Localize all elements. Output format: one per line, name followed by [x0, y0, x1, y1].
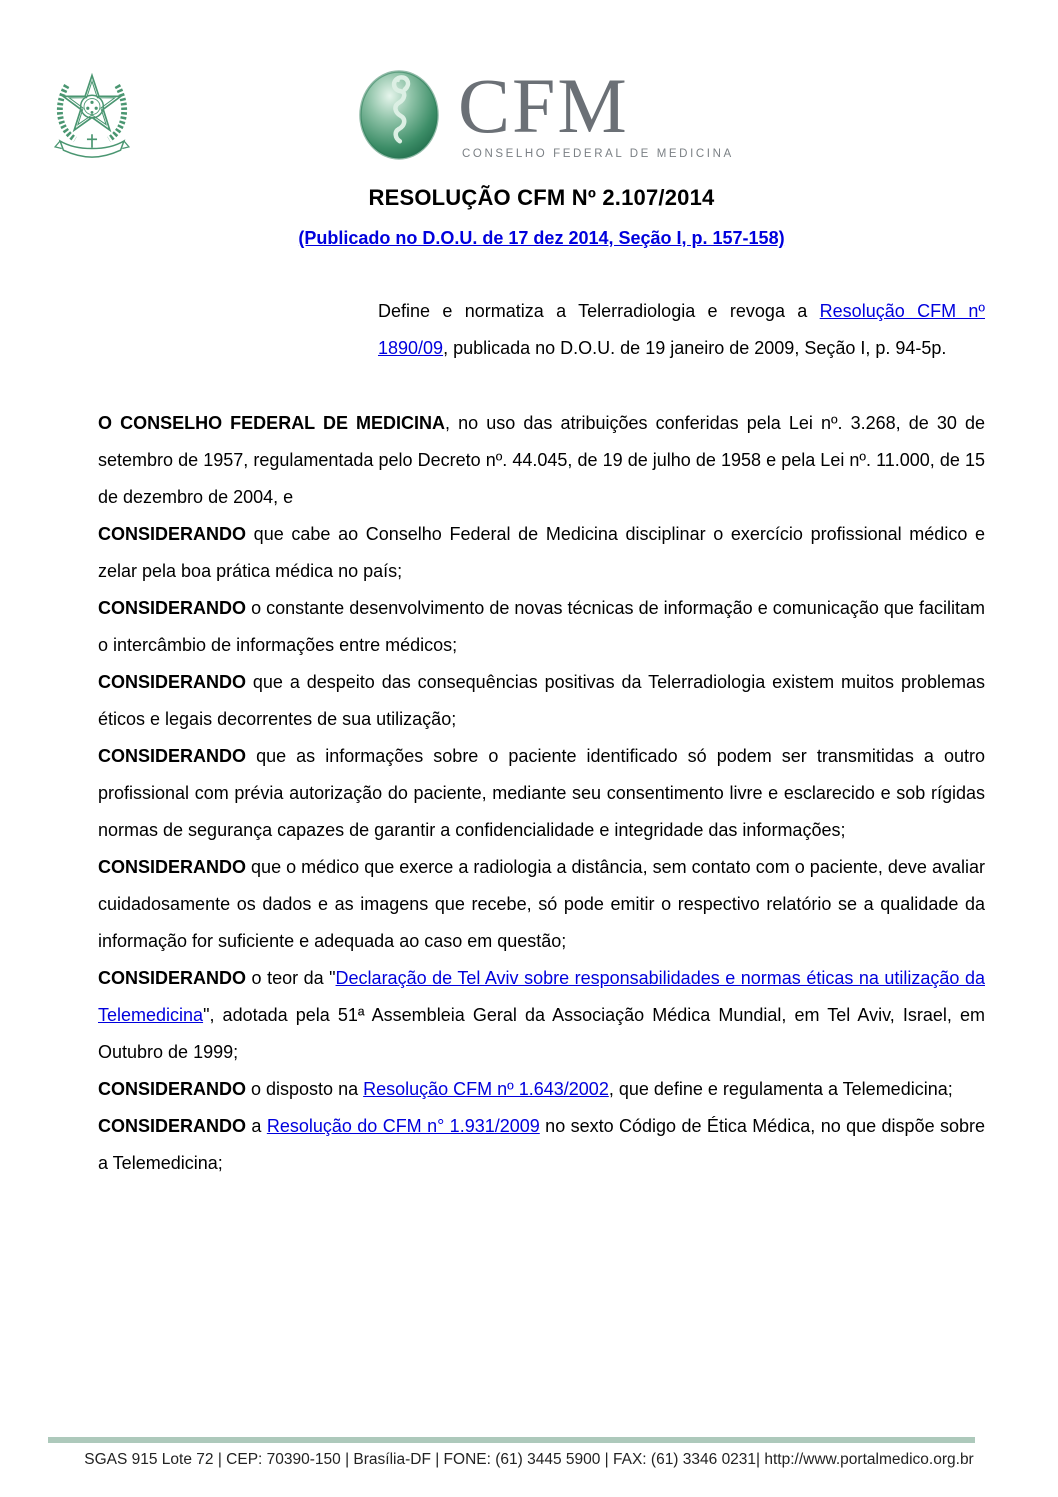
- paragraph-text: no sexto Código de Ética Médica, no que dispõe sobre a Telemedicina;: [98, 1116, 986, 1173]
- paragraph-text: o constante desenvolvimento de novas técnicas de informação e comunicação que facilitam o intercâmbio de informações entre médicos;: [98, 598, 985, 655]
- paragraph-text: o disposto na: [246, 1079, 364, 1099]
- paragraph-lead: CONSIDERANDO: [98, 746, 247, 766]
- page-title: RESOLUÇÃO CFM Nº 2.107/2014: [368, 185, 715, 210]
- paragraph-text: que cabe ao Conselho Federal de Medicina disciplinar o exercício profissional médico e zelar pela boa prática médica no país;: [98, 524, 985, 581]
- document-body: [98, 405, 985, 1182]
- paragraph-text: , que define e regulamenta a Telemedicina;: [608, 1079, 953, 1099]
- paragraph-text: que a despeito das consequências positivas da Telerradiologia existem muitos problemas éticos e legais decorrentes de sua utilização;: [98, 672, 985, 729]
- paragraph: [98, 1071, 985, 1108]
- paragraph: [98, 405, 985, 516]
- ementa-paragraph: [378, 293, 985, 367]
- paragraph-text: Define e normatiza a Telerradiologia e revoga a: [378, 301, 820, 321]
- paragraph-lead: CONSIDERANDO: [98, 672, 247, 692]
- cfm-acronym: CFM: [458, 62, 629, 149]
- paragraph-lead: CONSIDERANDO: [98, 857, 247, 877]
- paragraph: [98, 849, 985, 960]
- paragraph-text: que as informações sobre o paciente identificado só podem ser transmitidas a outro profissional com prévia autorização do paciente, mediante seu consentimento livre e esclarecido e sob rígidas normas de segurança capazes de garantir a confidencialidade e integridade das informações;: [98, 746, 985, 840]
- paragraph: [98, 1108, 985, 1182]
- paragraph: [98, 738, 985, 849]
- publication-link[interactable]: (Publicado no D.O.U. de 17 dez 2014, Seção I, p. 157-158): [298, 228, 785, 248]
- paragraph: [98, 590, 985, 664]
- inline-link[interactable]: Resolução do CFM n° 1.931/2009: [266, 1116, 540, 1136]
- paragraph-lead: CONSIDERANDO: [98, 524, 247, 544]
- inline-link[interactable]: Resolução CFM nº 1890/09: [378, 301, 985, 358]
- document-content: [98, 0, 985, 1182]
- inline-link[interactable]: Declaração de Tel Aviv sobre responsabilidades e normas éticas na utilização da Telemedicina: [98, 968, 985, 1025]
- footer-divider-bar: [48, 1437, 975, 1443]
- footer-address: SGAS 915 Lote 72 | CEP: 70390-150 | Brasília-DF | FONE: (61) 3445 5900 | FAX: (61) 3346 0231| http://www.portalmedico.org.br: [84, 1451, 974, 1468]
- paragraph-text: ", adotada pela 51ª Assembleia Geral da Associação Médica Mundial, em Tel Aviv, Israel, em Outubro de 1999;: [98, 1005, 985, 1062]
- paragraph-text: que o médico que exerce a radiologia a distância, sem contato com o paciente, deve avaliar cuidadosamente os dados e as imagens que recebe, só pode emitir o respectivo relatório se a qualidade da informação for suficiente e adequada ao caso em questão;: [98, 857, 985, 951]
- publication-line: [98, 228, 985, 249]
- paragraph-text: , no uso das atribuições conferidas pela Lei nº. 3.268, de 30 de setembro de 1957, regulamentada pelo Decreto nº. 44.045, de 19 de julho de 1958 e pela Lei nº. 11.000, de 15 de dezembro de 2004, e: [98, 413, 986, 507]
- paragraph-lead: CONSIDERANDO: [98, 1116, 247, 1136]
- paragraph-lead: CONSIDERANDO: [98, 1079, 247, 1099]
- paragraph-text: , publicada no D.O.U. de 19 janeiro de 2009, Seção I, p. 94-5p.: [443, 338, 947, 358]
- paragraph: [98, 664, 985, 738]
- cfm-subtitle: CONSELHO FEDERAL DE MEDICINA: [462, 148, 734, 160]
- paragraph-lead: CONSIDERANDO: [98, 968, 247, 988]
- paragraph-text: a: [246, 1116, 267, 1136]
- paragraph-lead: CONSIDERANDO: [98, 598, 247, 618]
- paragraph: [98, 516, 985, 590]
- paragraph-lead: O CONSELHO FEDERAL DE MEDICINA: [98, 413, 446, 433]
- inline-link[interactable]: Resolução CFM nº 1.643/2002: [363, 1079, 609, 1099]
- paragraph: [98, 960, 985, 1071]
- paragraph-text: o teor da ": [246, 968, 336, 988]
